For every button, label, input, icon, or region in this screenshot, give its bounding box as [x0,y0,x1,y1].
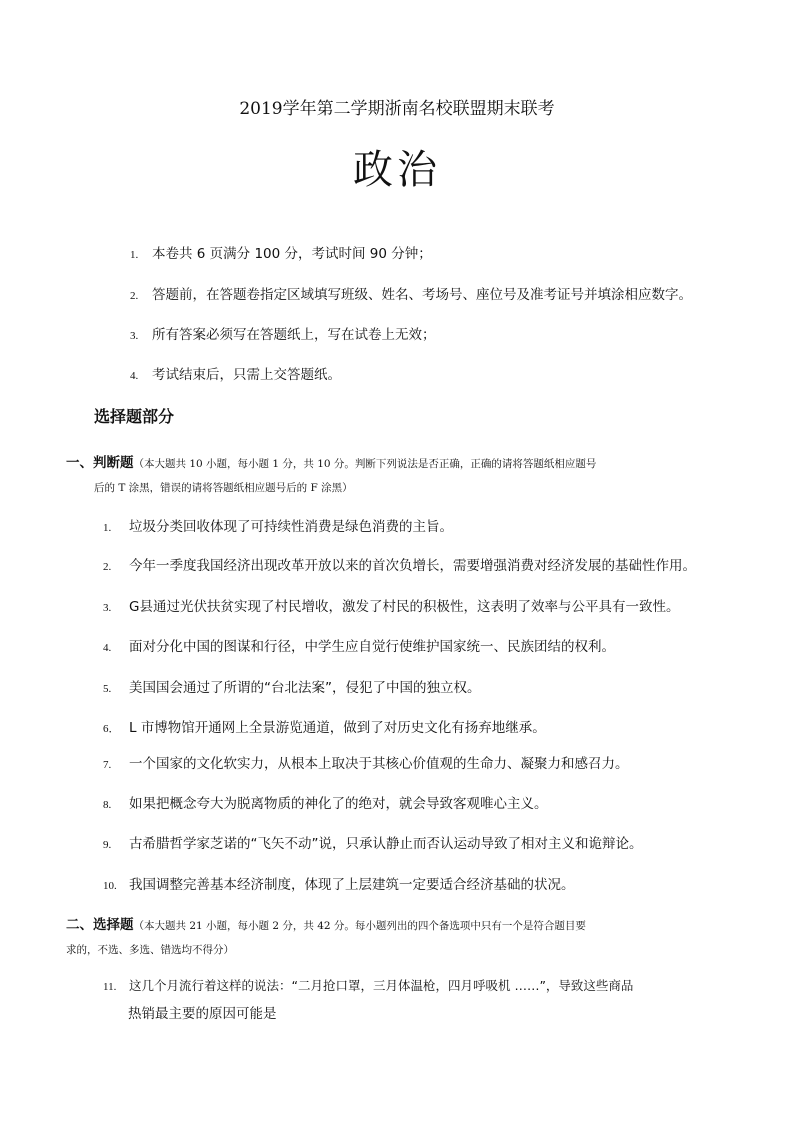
part-2-desc-line1: （本大题共 21 小题，每小题 2 分，共 42 分。每小题列出的四个备选项中只有一个是符合题目要 [133,920,586,932]
question-4 [103,635,615,655]
note-number: 2. [130,290,139,302]
question-text: G县通过光伏扶贫实现了村民增收，激发了村民的积极性，这表明了效率与公平具有一致性。 [129,599,680,615]
part-1-desc-line2: 后的 T 涂黑，错误的请将答题纸相应题号后的 F 涂黑） [94,482,353,494]
question-3 [103,595,679,615]
question-number: 6． [103,723,120,735]
question-number: 5. [103,683,112,695]
note-4 [130,363,341,383]
note-number: 1. [130,249,139,261]
question-number: 3. [103,602,112,614]
question-text: 美国国会通过了所谓的“台北法案”，侵犯了中国的独立权。 [129,680,481,696]
part-2-heading [66,913,586,933]
subject-title: 政治 [353,147,441,193]
part-1-heading [66,451,596,471]
part-1-label: 一、判断题 [66,455,134,471]
question-number: 10. [103,880,117,892]
question-1 [103,515,453,535]
part-2-label: 二、选择题 [66,917,134,933]
question-text-line1: 这几个月流行着这样的说法：“二月抢口罩，三月体温枪，四月呼吸机 ……”，导致这些商品 [129,978,634,993]
question-number: 7. [103,759,112,771]
question-10 [103,873,575,893]
question-5 [103,676,481,696]
question-number: 1. [103,522,112,534]
note-text: 考试结束后，只需上交答题纸。 [152,367,341,383]
question-11 [103,976,633,994]
note-1 [130,242,432,262]
note-number: 3. [130,330,139,342]
question-number: 2. [103,561,112,573]
question-11-line2: 热销最主要的原因可能是 [128,1006,277,1022]
part-2-desc-line2: 求的，不选、多选、错选均不得分） [66,944,234,956]
question-number: 8. [103,799,112,811]
question-number: 11. [103,981,117,993]
question-2 [103,554,696,574]
question-text: 一个国家的文化软实力，从根本上取决于其核心价值观的生命力、凝聚力和感召力。 [129,756,629,772]
part-1-desc-line1: （本大题共 10 小题，每小题 1 分，共 10 分。判断下列说法是否正确，正确的请将答题纸相应题号 [133,458,597,470]
question-text: 垃圾分类回收体现了可持续性消费是绿色消费的主旨。 [129,519,453,535]
note-text: 本卷共 6 页满分 100 分，考试时间 90 分钟； [152,246,432,262]
note-text: 所有答案必须写在答题纸上，写在试卷上无效； [152,327,436,343]
note-number: 4. [130,370,139,382]
question-text: 如果把概念夸大为脱离物质的神化了的绝对，就会导致客观唯心主义。 [129,796,548,812]
section-title: 选择题部分 [94,407,175,426]
question-6 [103,716,546,736]
question-7 [103,752,629,772]
question-text: 今年一季度我国经济出现改革开放以来的首次负增长，需要增强消费对经济发展的基础性作用。 [129,558,696,574]
note-text: 答题前，在答题卷指定区域填写班级、姓名、考场号、座位号及准考证号并填涂相应数字。 [152,287,692,303]
question-8 [103,792,548,812]
question-number: 4. [103,642,112,654]
question-text: 我国调整完善基本经济制度，体现了上层建筑一定要适合经济基础的状况。 [129,877,575,893]
question-9 [103,832,643,852]
note-3 [130,323,436,343]
question-text: 面对分化中国的图谋和行径，中学生应自觉行使维护国家统一、民族团结的权利。 [129,639,615,655]
exam-title: 2019学年第二学期浙南名校联盟期末联考 [239,99,555,119]
note-2 [130,283,692,303]
question-text: 古希腊哲学家芝诺的“飞矢不动”说，只承认静止而否认运动导致了相对主义和诡辩论。 [129,836,643,852]
question-number: 9. [103,839,112,851]
question-text: L 市博物馆开通网上全景游览通道，做到了对历史文化有扬弃地继承。 [129,720,546,736]
